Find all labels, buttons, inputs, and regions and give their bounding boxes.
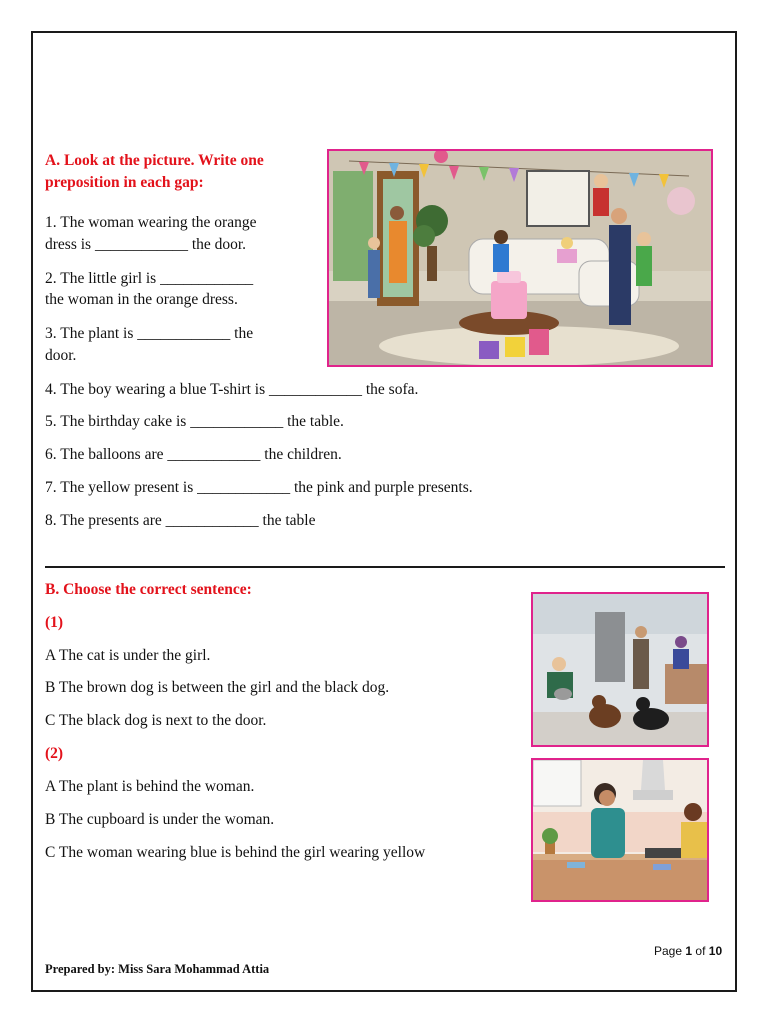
question-a3-line2: door. [45,347,77,364]
question-a4: 4. The boy wearing a blue T-shirt is ____________ the sofa. [45,381,419,398]
question-b1-label: (1) [45,614,64,631]
question-b2-option-a: A The plant is behind the woman. [45,778,255,795]
question-b2-label: (2) [45,745,64,762]
kitchen-picture [531,758,709,902]
page-current: 1 [685,944,693,958]
question-a1-line2: dress is ____________ the door. [45,236,247,253]
section-a-title [45,150,264,194]
question-b1-option-a: A The cat is under the girl. [45,647,211,664]
question-b1-option-b: B The brown dog is between the girl and the black dog. [45,679,390,696]
page-number [654,944,722,958]
question-a1-line1: 1. The woman wearing the orange [45,214,257,231]
page-word: Page [654,944,683,958]
question-a5: 5. The birthday cake is ____________ the table. [45,413,344,430]
question-b2-option-c: C The woman wearing blue is behind the girl wearing yellow [45,844,426,861]
dogs-illustration [533,594,707,745]
section-divider [45,566,725,568]
section-a-title-line1: A. Look at the picture. Write one [45,152,264,169]
page-of: of [695,944,706,958]
kitchen-illustration [533,760,707,900]
page-total: 10 [708,944,723,958]
question-a3-line1: 3. The plant is ____________ the [45,325,254,342]
party-picture [327,149,713,367]
question-a6: 6. The balloons are ____________ the children. [45,446,342,463]
section-b-title: B. Choose the correct sentence: [45,581,252,598]
question-b2-option-b: B The cupboard is under the woman. [45,811,275,828]
prepared-by: Prepared by: Miss Sara Mohammad Attia [45,962,270,976]
question-a8: 8. The presents are ____________ the table [45,512,316,529]
question-a2-line2: the woman in the orange dress. [45,291,238,308]
question-a7: 7. The yellow present is ____________ the pink and purple presents. [45,479,473,496]
party-illustration [329,151,711,365]
section-a-title-line2: preposition in each gap: [45,174,204,191]
dogs-picture [531,592,709,747]
question-b1-option-c: C The black dog is next to the door. [45,712,267,729]
question-a2-line1: 2. The little girl is ____________ [45,270,254,287]
